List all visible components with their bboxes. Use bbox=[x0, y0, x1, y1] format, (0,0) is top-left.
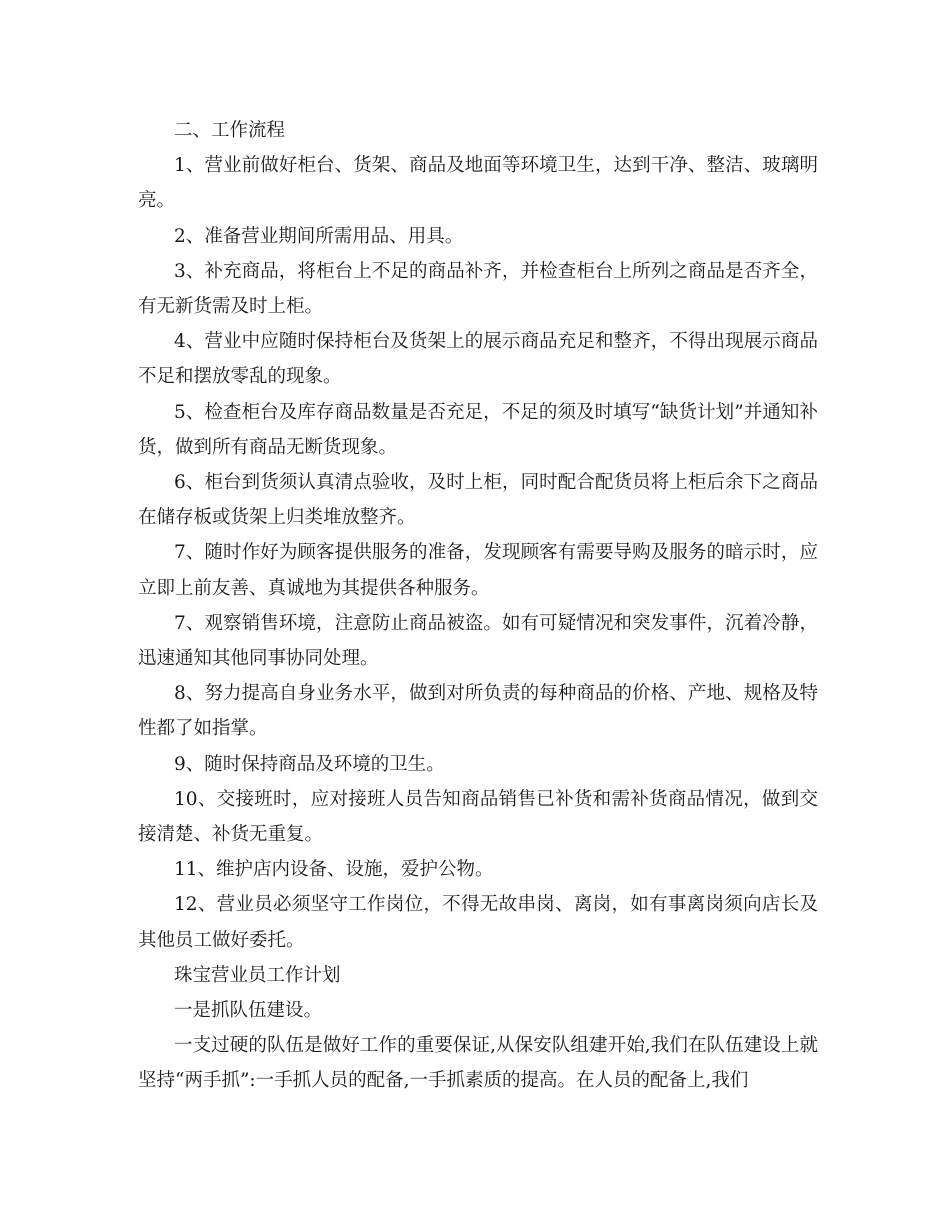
paragraph-step-1: 1、营业前做好柜台、货架、商品及地面等环境卫生，达到干净、整洁、玻璃明亮。 bbox=[138, 155, 818, 212]
paragraph-step-5: 5、检查柜台及库存商品数量是否充足，不足的须及时填写“缺货计划”并通知补货，做到所有商品无断货现象。 bbox=[138, 401, 818, 458]
paragraph-step-7a: 7、随时作好为顾客提供服务的准备，发现顾客有需要导购及服务的暗示时，应立即上前友善、真诚地为其提供各种服务。 bbox=[138, 542, 818, 599]
paragraph-step-2: 2、准备营业期间所需用品、用具。 bbox=[174, 225, 464, 247]
paragraph-step-11: 11、维护店内设备、设施，爱护公物。 bbox=[174, 859, 494, 881]
paragraph-step-12: 12、营业员必须坚守工作岗位，不得无故串岗、离岗，如有事离岗须向店长及其他员工做好委托。 bbox=[138, 894, 818, 951]
paragraph-step-7b: 7、观察销售环境，注意防止商品被盗。如有可疑情况和突发事件，沉着冷静，迅速通知其他同事协同处理。 bbox=[138, 612, 818, 670]
section-heading-workflow: 二、工作流程 bbox=[174, 120, 286, 141]
section-heading-plan: 珠宝营业员工作计划 bbox=[174, 964, 341, 986]
paragraph-step-10: 10、交接班时，应对接班人员告知商品销售已补货和需补货商品情况，做到交接清楚、补货无重复。 bbox=[138, 788, 818, 846]
subheading-team-building: 一是抓队伍建设。 bbox=[174, 1000, 323, 1022]
document-body bbox=[138, 113, 818, 1099]
paragraph-step-6: 6、柜台到货须认真清点验收，及时上柜，同时配合配货员将上柜后余下之商品在储存板或货架上归类堆放整齐。 bbox=[138, 472, 818, 529]
paragraph-team-building: 一支过硬的队伍是做好工作的重要保证,从保安队组建开始,我们在队伍建设上就坚持“两手抓”:一手抓人员的配备,一手抓素质的提高。在人员的配备上,我们 bbox=[138, 1035, 818, 1092]
paragraph-step-9: 9、随时保持商品及环境的卫生。 bbox=[174, 753, 445, 775]
paragraph-step-4: 4、营业中应随时保持柜台及货架上的展示商品充足和整齐，不得出现展示商品不足和摆放零乱的现象。 bbox=[138, 331, 818, 388]
paragraph-step-3: 3、补充商品，将柜台上不足的商品补齐，并检查柜台上所列之商品是否齐全，有无新货需及时上柜。 bbox=[138, 260, 818, 318]
paragraph-step-8: 8、努力提高自身业务水平，做到对所负责的每种商品的价格、产地、规格及特性都了如指掌。 bbox=[138, 683, 818, 740]
